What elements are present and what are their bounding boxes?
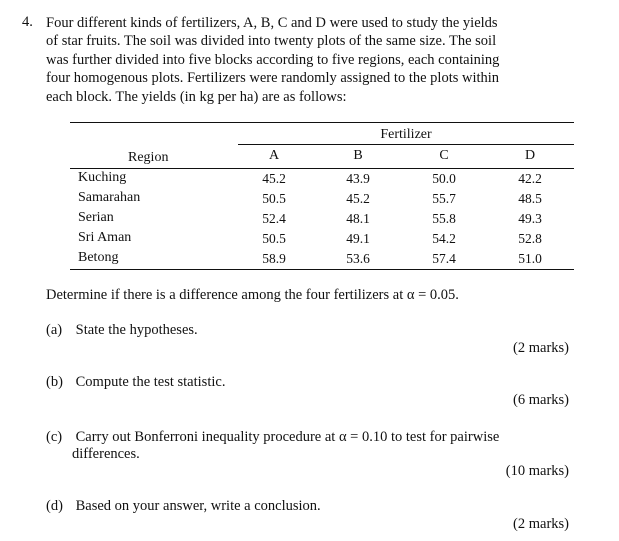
part-a <box>46 322 198 339</box>
yield-cell: 49.1 <box>346 231 370 246</box>
intro-line: of star fruits. The soil was divided into twenty plots of the same size. The soil <box>46 33 497 50</box>
fertilizer-group-header: Fertilizer <box>380 127 432 142</box>
part-c-continuation: differences. <box>72 446 140 462</box>
yield-cell: 42.2 <box>518 171 542 186</box>
region-name: Samarahan <box>78 190 141 205</box>
yield-cell: 50.5 <box>262 191 286 206</box>
yield-cell: 52.8 <box>518 231 542 246</box>
part-text: Compute the test statistic. <box>75 374 226 390</box>
yield-cell: 53.6 <box>346 251 370 266</box>
part-text: Based on your answer, write a conclusion. <box>75 498 321 514</box>
region-name: Betong <box>78 250 119 265</box>
part-label: (a) <box>46 322 63 338</box>
intro-line: four homogenous plots. Fertilizers were randomly assigned to the plots within <box>46 70 500 87</box>
question-number: 4. <box>22 14 33 30</box>
part-b <box>46 374 225 391</box>
yield-cell: 45.2 <box>262 171 286 186</box>
column-header-b: B <box>353 148 363 163</box>
marks-c: (10 marks) <box>505 463 569 479</box>
region-column-header: Region <box>128 150 169 165</box>
marks-a: (2 marks) <box>513 340 569 356</box>
yield-cell: 58.9 <box>262 251 286 266</box>
yield-cell: 55.8 <box>432 211 456 226</box>
yield-cell: 55.7 <box>432 191 456 206</box>
region-name: Sri Aman <box>78 230 132 245</box>
part-label: (d) <box>46 498 63 514</box>
yield-cell: 50.0 <box>432 171 456 186</box>
yield-cell: 51.0 <box>518 251 542 266</box>
intro-line: each block. The yields (in kg per ha) are as follows: <box>46 88 347 105</box>
region-name: Serian <box>78 210 114 225</box>
part-c <box>46 429 499 446</box>
column-header-c: C <box>439 148 449 163</box>
intro-line: was further divided into five blocks according to five regions, each containing <box>46 51 500 68</box>
yield-cell: 57.4 <box>432 251 456 266</box>
yield-cell: 54.2 <box>432 231 456 246</box>
table-top-rule <box>70 122 574 123</box>
yield-cell: 52.4 <box>262 211 286 226</box>
yield-cell: 43.9 <box>346 171 370 186</box>
table-header-rule <box>70 168 574 169</box>
yield-cell: 48.5 <box>518 191 542 206</box>
part-text: Carry out Bonferroni inequality procedure at α = 0.10 to test for pairwise <box>75 429 500 445</box>
yield-cell: 49.3 <box>518 211 542 226</box>
intro-line: Four different kinds of fertilizers, A, B, C and D were used to study the yields <box>46 15 498 31</box>
determine-instruction: Determine if there is a difference among the four fertilizers at α = 0.05. <box>46 287 459 303</box>
table-bottom-rule <box>70 269 574 270</box>
fertilizer-header-rule <box>238 144 574 145</box>
marks-b: (6 marks) <box>513 392 569 408</box>
yield-cell: 50.5 <box>262 231 286 246</box>
yield-cell: 45.2 <box>346 191 370 206</box>
marks-d: (2 marks) <box>513 516 569 532</box>
column-header-a: A <box>268 148 280 163</box>
column-header-d: D <box>524 148 536 163</box>
part-d <box>46 498 321 515</box>
yield-cell: 48.1 <box>346 211 370 226</box>
part-label: (b) <box>46 374 63 390</box>
question-intro <box>46 14 576 106</box>
part-label: (c) <box>46 429 63 445</box>
region-name: Kuching <box>78 170 127 185</box>
part-text: State the hypotheses. <box>75 322 198 338</box>
